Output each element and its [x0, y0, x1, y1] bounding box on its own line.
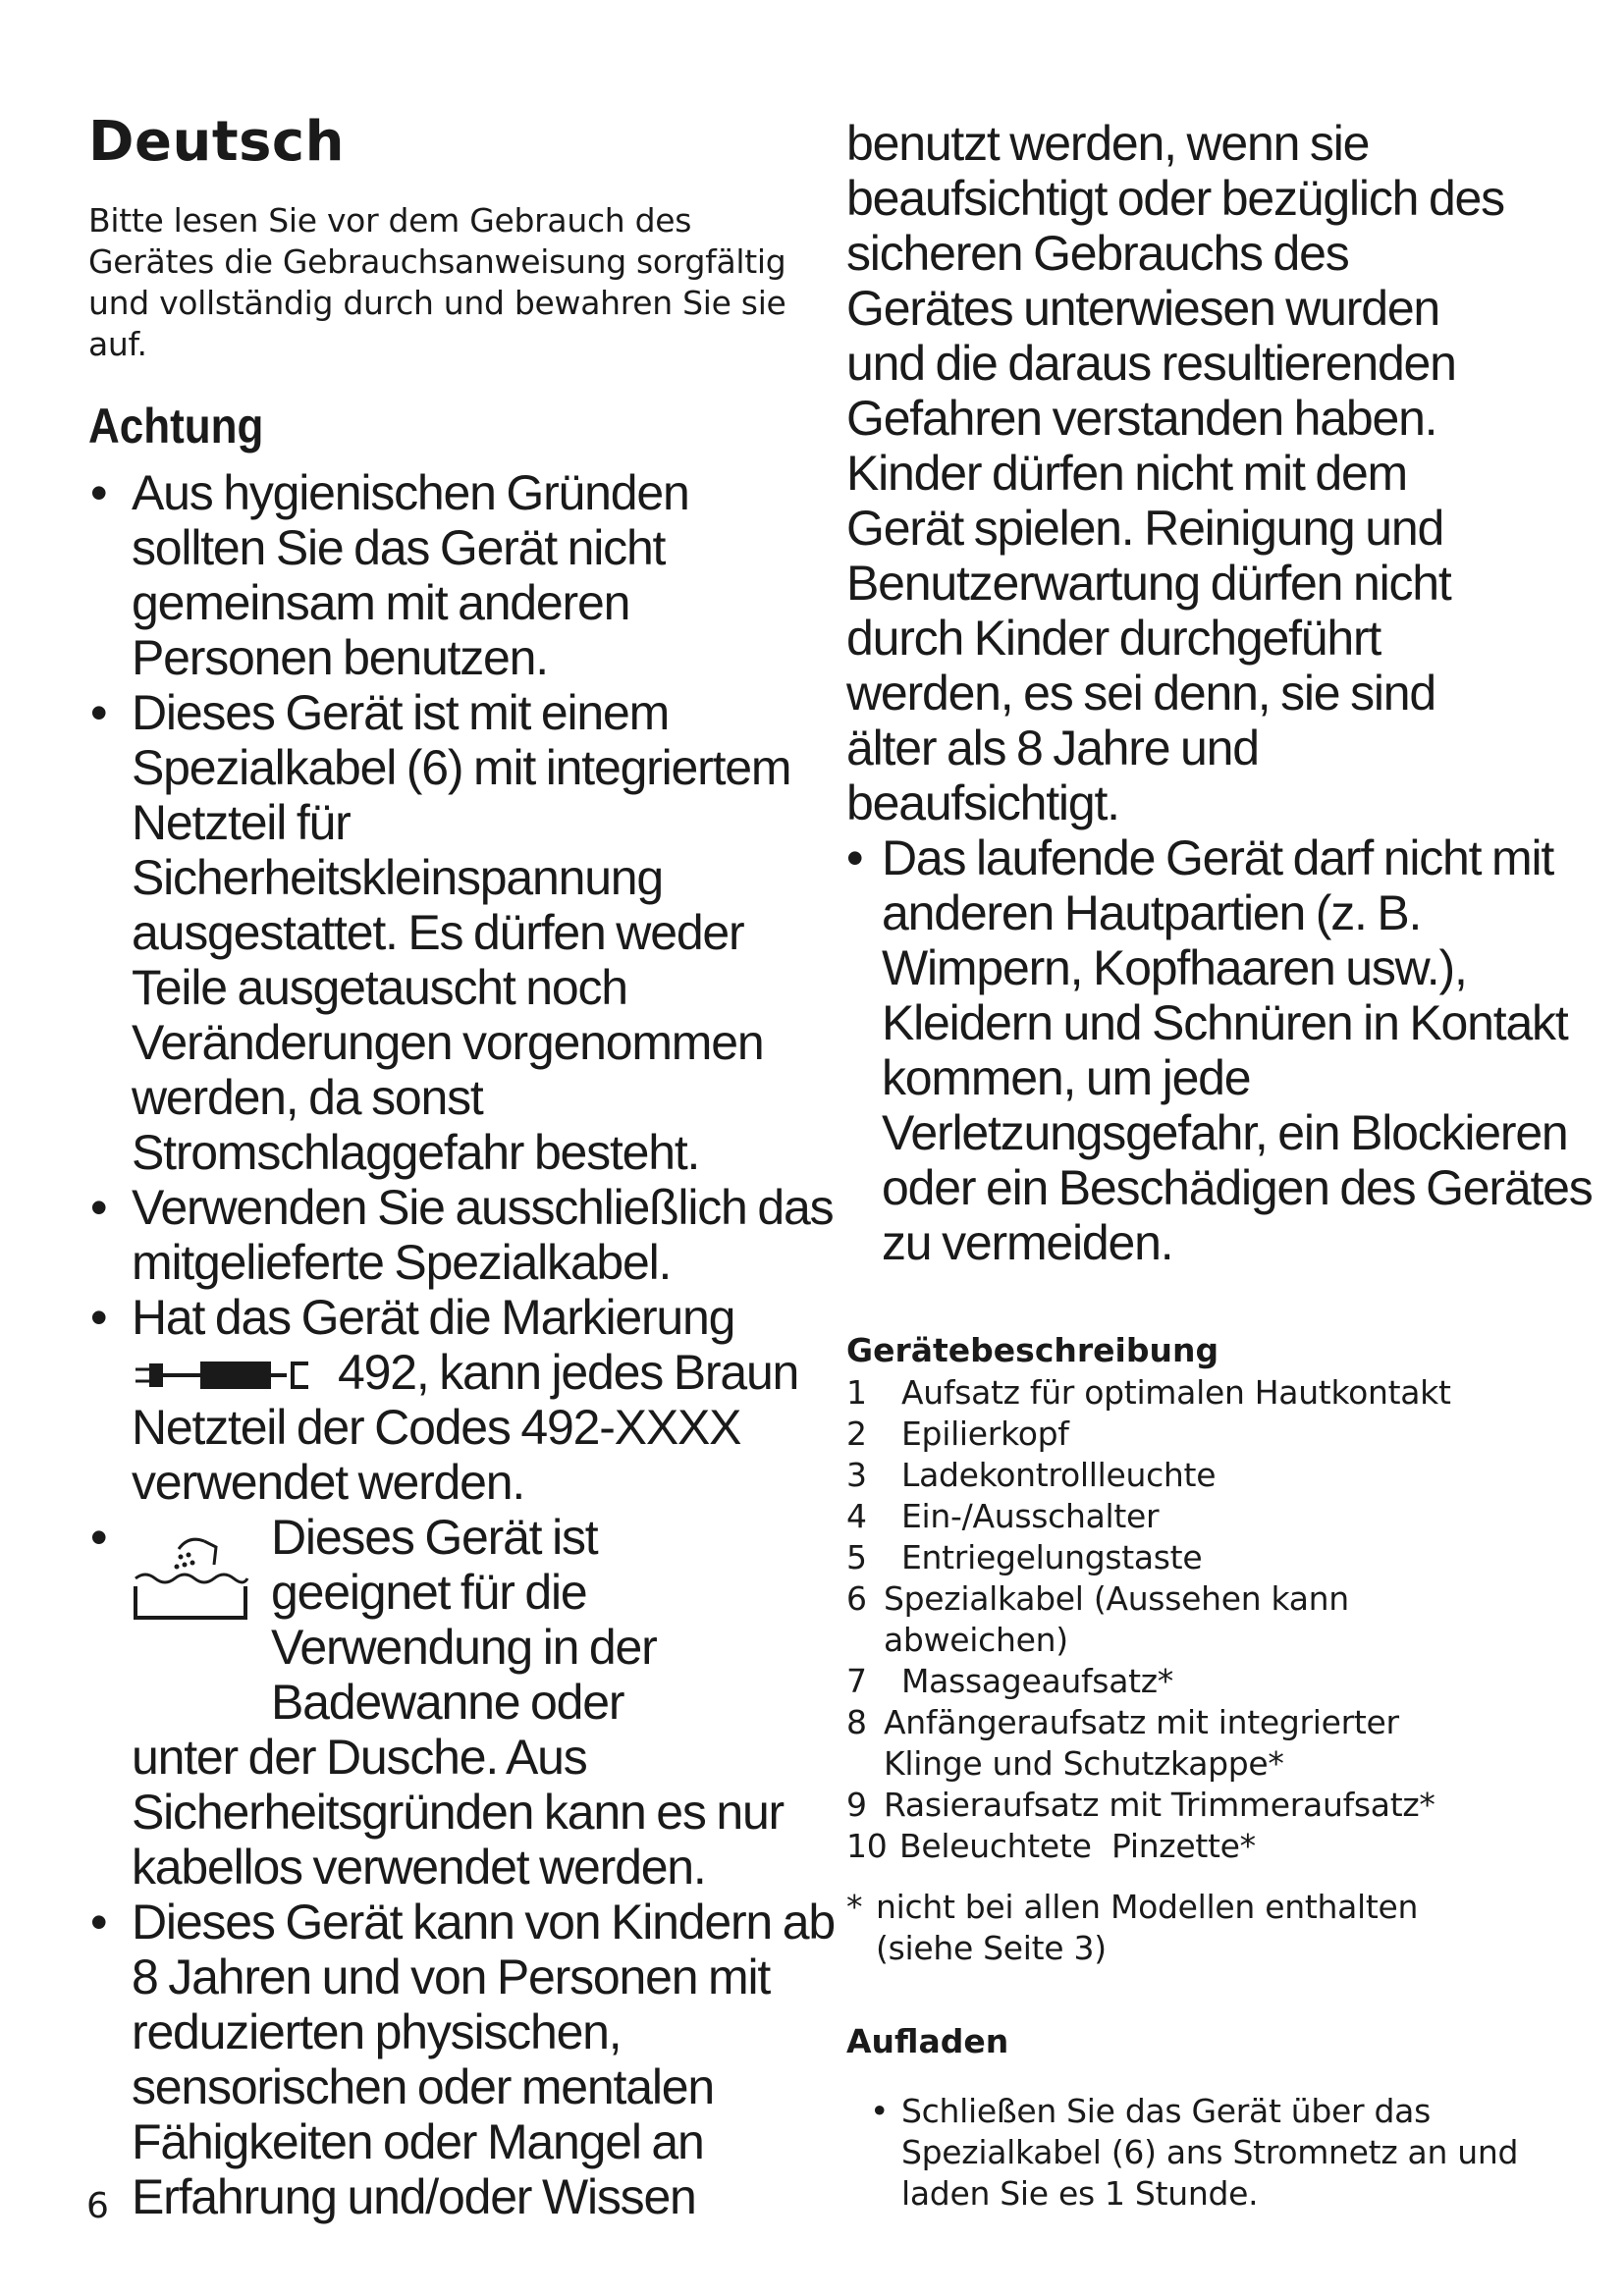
warning-item-skin-contact: [846, 830, 1598, 1270]
warning-item-marking: [88, 1290, 819, 1510]
list-item: 8 Anfängeraufsatz mit integrierter Klinge und Schutzkappe*: [846, 1703, 1399, 1783]
warning-list-continued: [846, 830, 1593, 1270]
shower-bath-icon: [132, 1516, 249, 1624]
list-item: • Schließen Sie das Gerät über das Spezialkabel (6) ans Stromnetz an und laden Sie es 1 Stunde.: [870, 2092, 1519, 2213]
charging-heading: Aufladen: [846, 2022, 1009, 2060]
page-number: 6: [86, 2186, 109, 2226]
bath-block: [132, 1510, 858, 1730]
warning-list: [88, 465, 893, 2224]
footnote-star: *: [846, 1888, 863, 1926]
device-description-heading: Gerätebeschreibung: [846, 1331, 1219, 1369]
bullet-dot: •: [90, 1290, 107, 1345]
bullet-dot: •: [90, 1510, 107, 1565]
warning-text: 492, kann jedes Braun Netzteil der Codes 492-XXXX verwendet werden.: [132, 1345, 799, 1510]
warning-text: unter der Dusche. Aus Sicherheitsgründen kann es nur kabellos verwendet werden.: [132, 1730, 785, 1895]
footnote-text: nicht bei allen Modellen enthalten (siehe Seite 3): [876, 1888, 1419, 1967]
list-item: 3 Ladekontrollleuchte: [846, 1456, 1217, 1494]
warning-continuation: [846, 116, 1593, 1270]
list-item: 7 Massageaufsatz*: [846, 1662, 1173, 1700]
list-item: 1 Aufsatz für optimalen Hautkontakt: [846, 1373, 1451, 1412]
bullet-dot: •: [90, 465, 107, 520]
list-item: 6 Spezialkabel (Aussehen kann abweichen): [846, 1579, 1349, 1659]
warning-text: Das laufende Gerät darf nicht mit anderen Hautpartien (z. B. Wimpern, Kopfhaaren usw.), Kleidern und Schnüren in Kontakt kommen, um jede Verletzungsgefahr, ein Blockieren oder ein Beschädigen des Gerätes zu vermeiden.: [882, 830, 1593, 1270]
warning-item-children: [88, 1895, 848, 2224]
intro-paragraph: Bitte lesen Sie vor dem Gebrauch des Gerätes die Gebrauchsanweisung sorgfältig und vollständig durch und bewahren Sie sie auf.: [88, 201, 786, 363]
plug-adapter-icon: [132, 1356, 328, 1395]
warning-heading: Achtung: [88, 399, 264, 454]
warning-text: Dieses Gerät kann von Kindern ab 8 Jahren und von Personen mit reduzierten physischen, sensorischen oder mentalen Fähigkeiten oder Mangel an Erfahrung und/oder Wissen: [132, 1895, 835, 2224]
device-parts-list: [846, 1372, 1563, 1867]
warning-text: Aus hygienischen Gründen sollten Sie das Gerät nicht gemeinsam mit anderen Personen benutzen.: [132, 465, 689, 685]
warning-item-hygiene: [88, 465, 760, 685]
list-item: 4 Ein-/Ausschalter: [846, 1497, 1160, 1535]
warning-text: Hat das Gerät die Markierung: [132, 1290, 735, 1345]
footnote: [846, 1887, 1563, 1969]
warning-text: Verwenden Sie ausschließlich das mitgelieferte Spezialkabel.: [132, 1180, 834, 1290]
list-item: 2 Epilierkopf: [846, 1415, 1069, 1453]
list-item: 5 Entriegelungstaste: [846, 1538, 1203, 1576]
warning-item-special-cable: [88, 1180, 858, 1290]
warning-text: Dieses Gerät ist mit einem Spezialkabel (6) mit integriertem Netzteil für Sicherheitskleinspannung ausgestattet. Es dürfen weder Teile ausgetauscht noch Veränderungen vorgenommen werden, da sonst Stromschlaggefahr besteht.: [132, 685, 791, 1180]
bullet-dot: •: [870, 2092, 890, 2130]
bullet-dot: •: [90, 1895, 107, 1949]
list-item: 9 Rasieraufsatz mit Trimmeraufsatz*: [846, 1786, 1435, 1824]
warning-text: Dieses Gerät ist geeignet für die Verwendung in der Badewanne oder: [271, 1510, 657, 1730]
warning-item-bath: [88, 1510, 858, 1895]
bullet-dot: •: [90, 1180, 107, 1235]
list-item: 10 Beleuchtete Pinzette*: [846, 1827, 1256, 1865]
language-heading: Deutsch: [88, 110, 345, 174]
warning-text-continued: benutzt werden, wenn sie beaufsichtigt oder bezüglich des sicheren Gebrauchs des Gerätes unterwiesen wurden und die daraus resultierenden Gefahren verstanden haben. Kinder dürfen nicht mit dem Gerät spielen. Reinigung und Benutzerwartung dürfen nicht durch Kinder durchgeführt werden, es sei denn, sie sind älter als 8 Jahre und beaufsichtigt.: [846, 116, 1504, 830]
charging-list: [846, 2091, 1563, 2215]
warning-item-cable: [88, 685, 809, 1180]
bullet-dot: •: [846, 830, 863, 885]
bullet-dot: •: [90, 685, 107, 740]
